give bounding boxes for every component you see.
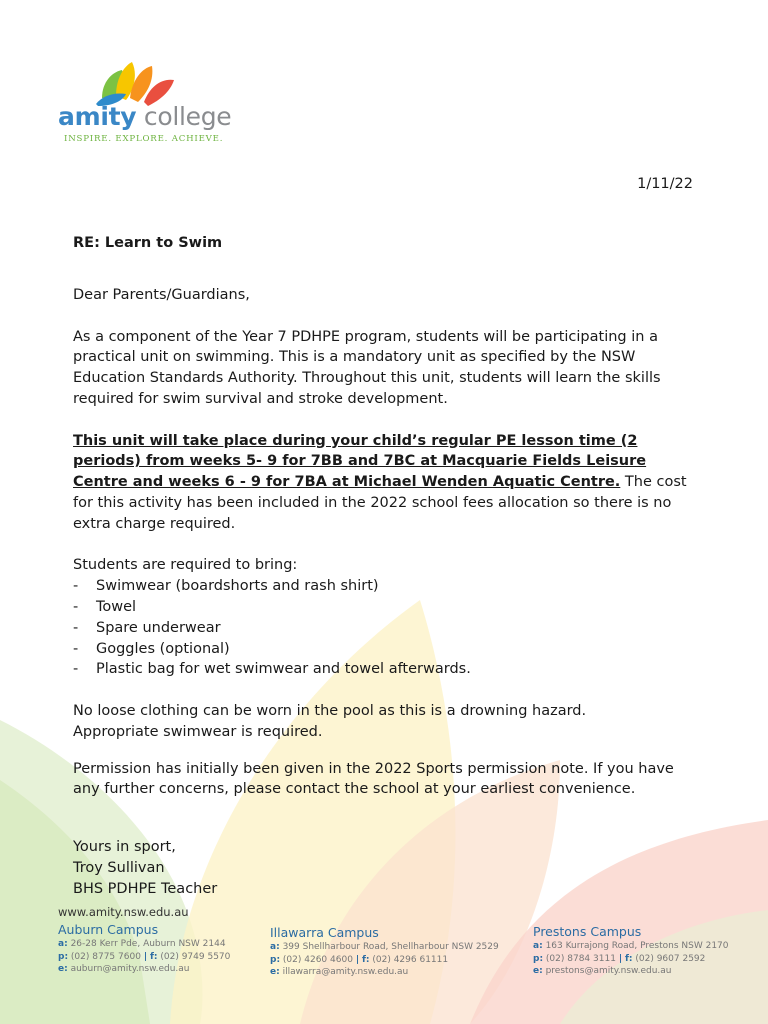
bring-intro: Students are required to bring:	[73, 557, 298, 574]
campus-illawarra	[270, 925, 499, 979]
paragraph-schedule	[73, 431, 698, 535]
letter-body	[73, 285, 698, 899]
list-item	[73, 659, 698, 680]
signer-name: Troy Sullivan	[73, 859, 165, 876]
campus-prestons	[533, 924, 729, 978]
campus-address: a: 163 Kurrajong Road, Prestons NSW 2170	[533, 941, 729, 951]
bullet-dash: -	[73, 640, 79, 657]
letter-subject: RE: Learn to Swim	[73, 235, 223, 251]
flower-logo-icon	[92, 58, 182, 106]
list-item-text: Plastic bag for wet swimwear and towel afterwards.	[96, 661, 471, 678]
schedule-bold-text: This unit will take place during your child’s regular PE lesson time (2 periods) from weeks 5- 9 for 7BB and 7BC at Macquarie Fields Leisure Centre and weeks 6 - 9 for 7BA at Michael Wenden Aquatic Centre.	[73, 432, 647, 491]
campus-phone-fax: p: (02) 4260 4600 | f: (02) 4296 61111	[270, 954, 449, 965]
campus-name: Prestons Campus	[533, 924, 642, 939]
website-link[interactable]: www.amity.nsw.edu.au	[58, 905, 189, 919]
campus-address: a: 399 Shellharbour Road, Shellharbour NSW 2529	[270, 942, 499, 952]
list-item	[73, 597, 698, 618]
bullet-dash: -	[73, 578, 79, 595]
bullet-dash: -	[73, 661, 79, 678]
campus-name: Illawarra Campus	[270, 925, 379, 940]
safety-line-1: No loose clothing can be worn in the pool as this is a drowning hazard.	[73, 702, 587, 719]
bullet-dash: -	[73, 598, 79, 615]
safety-line-2: Appropriate swimwear is required.	[73, 723, 323, 740]
campus-email: e: auburn@amity.nsw.edu.au	[58, 964, 190, 975]
bullet-dash: -	[73, 619, 79, 636]
list-item	[73, 639, 698, 660]
list-item-text: Goggles (optional)	[96, 640, 230, 657]
list-item	[73, 576, 698, 597]
signer-title: BHS PDHPE Teacher	[73, 880, 218, 897]
amity-college-logo	[58, 58, 238, 148]
campus-email: e: illawarra@amity.nsw.edu.au	[270, 967, 409, 978]
letter-date: 1/11/22	[637, 176, 693, 192]
list-item	[73, 618, 698, 639]
campus-email-link[interactable]: illawarra@amity.nsw.edu.au	[282, 967, 409, 978]
logo-tagline: INSPIRE. EXPLORE. ACHIEVE.	[64, 134, 224, 144]
campus-phone-fax: p: (02) 8784 3111 | f: (02) 9607 2592	[533, 953, 706, 964]
logo-wordmark	[58, 102, 231, 131]
logo-word-college: college	[136, 102, 232, 131]
campus-auburn	[58, 922, 230, 976]
campus-email-link[interactable]: prestons@amity.nsw.edu.au	[545, 966, 672, 977]
bring-list	[73, 576, 698, 680]
list-item-text: Spare underwear	[96, 619, 221, 636]
campus-email: e: prestons@amity.nsw.edu.au	[533, 966, 672, 977]
closing: Yours in sport,	[73, 838, 176, 855]
paragraph-permission: Permission has initially been given in the 2022 Sports permission note. If you have any further concerns, please contact the school at your earliest convenience.	[73, 760, 674, 798]
paragraph-program: As a component of the Year 7 PDHPE program, students will be participating in a practical unit on swimming. This is a mandatory unit as specified by the NSW Education Standards Authority. Throughout this unit, students will learn the skills required for swim survival and stroke development.	[73, 328, 661, 407]
salutation: Dear Parents/Guardians,	[73, 287, 250, 303]
campus-address: a: 26-28 Kerr Pde, Auburn NSW 2144	[58, 939, 226, 949]
schedule-cost-text: The cost for this activity has been included in the 2022 school fees allocation so there is no extra charge required.	[73, 474, 687, 532]
campus-phone-fax: p: (02) 8775 7600 | f: (02) 9749 5570	[58, 951, 231, 962]
list-item-text: Towel	[96, 598, 137, 615]
campus-email-link[interactable]: auburn@amity.nsw.edu.au	[70, 964, 190, 975]
logo-word-amity: amity	[58, 102, 137, 131]
campus-name: Auburn Campus	[58, 922, 159, 937]
list-item-text: Swimwear (boardshorts and rash shirt)	[96, 578, 379, 595]
